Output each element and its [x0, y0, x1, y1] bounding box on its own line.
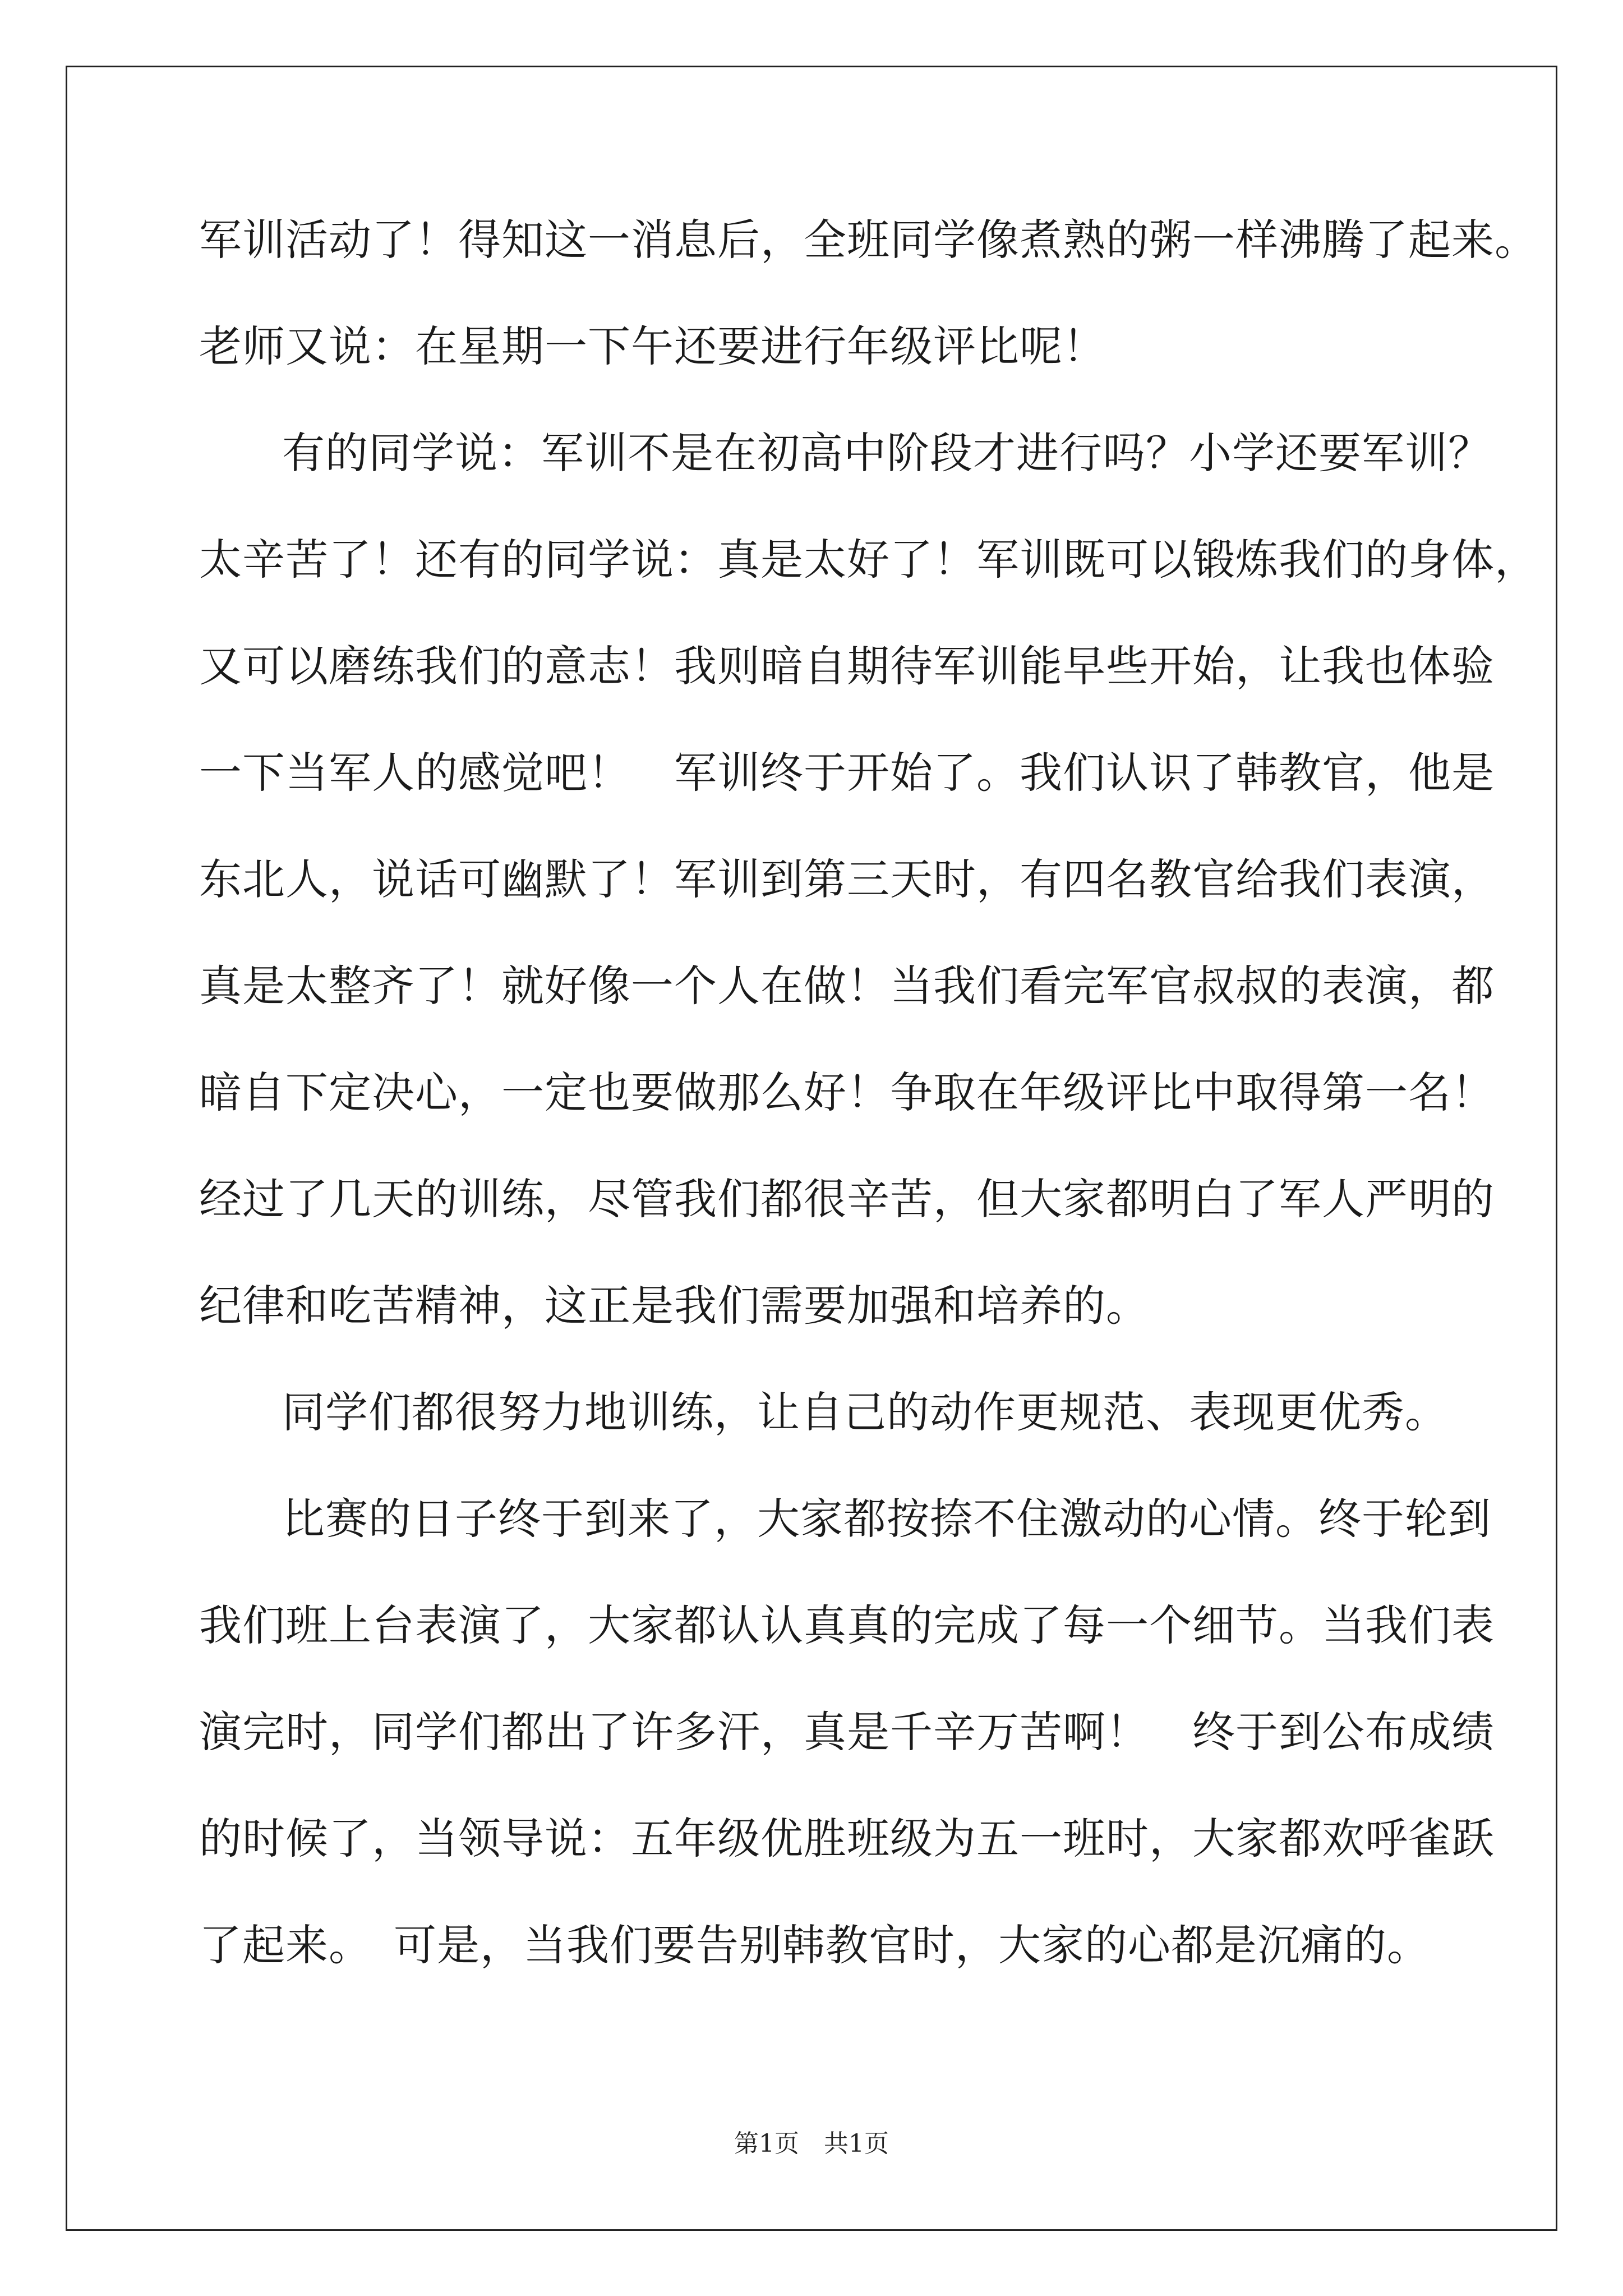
- text-line: 有的同学说：军训不是在初高中阶段才进行吗？小学还要军训？: [282, 428, 1491, 478]
- text-line: 比赛的日子终于到来了，大家都按捺不住激动的心情。终于轮到: [282, 1494, 1491, 1544]
- text-line: 演完时，同学们都出了许多汗，真是千辛万苦啊！ 终于到公布成绩: [199, 1707, 1495, 1757]
- text-line: 军训活动了！得知这一消息后，全班同学像煮熟的粥一样沸腾了起来。: [199, 215, 1538, 265]
- text-line: 暗自下定决心，一定也要做那么好！争取在年级评比中取得第一名！: [199, 1068, 1495, 1117]
- text-line: 经过了几天的训练，尽管我们都很辛苦，但大家都明白了军人严明的: [199, 1174, 1495, 1224]
- page-border: [66, 66, 1557, 2231]
- text-line: 太辛苦了！还有的同学说：真是太好了！军训既可以锻炼我们的身体，: [199, 535, 1538, 585]
- text-line: 同学们都很努力地训练，让自己的动作更规范、表现更优秀。: [282, 1387, 1448, 1437]
- text-line: 纪律和吃苦精神，这正是我们需要加强和培养的。: [199, 1281, 1149, 1331]
- text-line: 老师又说：在星期一下午还要进行年级评比呢！: [199, 321, 1106, 371]
- text-line: 东北人，说话可幽默了！军训到第三天时，有四名教官给我们表演，: [199, 854, 1495, 904]
- text-line: 我们班上台表演了，大家都认认真真的完成了每一个细节。当我们表: [199, 1600, 1495, 1650]
- page-footer: 第1页 共1页: [734, 2129, 889, 2158]
- text-line: 一下当军人的感觉吧！ 军训终于开始了。我们认识了韩教官，他是: [199, 748, 1495, 798]
- text-line: 真是太整齐了！就好像一个人在做！当我们看完军官叔叔的表演，都: [199, 961, 1495, 1011]
- text-line: 了起来。 可是，当我们要告别韩教官时，大家的心都是沉痛的。: [199, 1920, 1430, 1970]
- text-line: 又可以磨练我们的意志！我则暗自期待军训能早些开始，让我也体验: [199, 641, 1495, 691]
- text-line: 的时候了，当领导说：五年级优胜班级为五一班时，大家都欢呼雀跃: [199, 1814, 1495, 1864]
